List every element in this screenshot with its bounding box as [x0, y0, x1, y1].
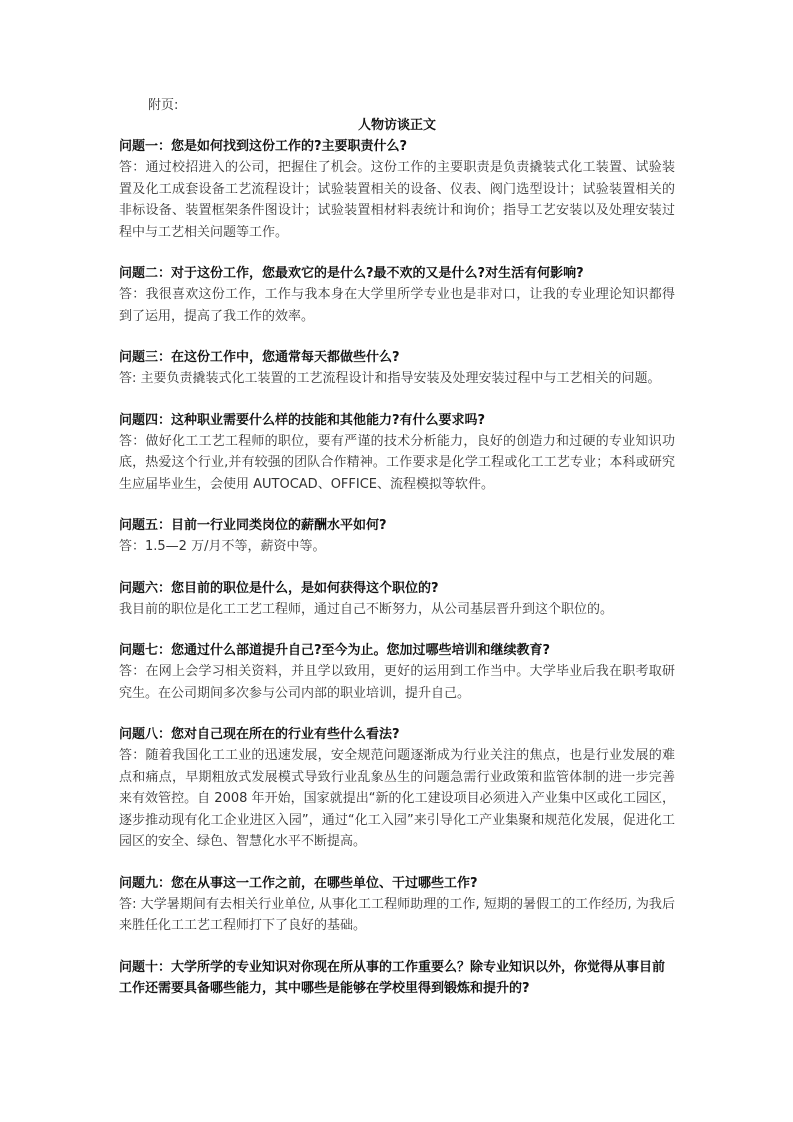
question-1: 问题一：您是如何找到这份工作的?主要职责什么?	[119, 139, 408, 154]
question-8: 问题八：您对自己现在所在的行业有些什么看法?	[119, 727, 400, 742]
qa-item-8	[119, 724, 675, 853]
answer-8: 答：随着我国化工工业的迅速发展，安全规范问题逐渐成为行业关注的焦点，也是行业发展的难点和痛点，早期粗放式发展模式导致行业乱象丛生的问题急需行业政策和监管体制的进一步完善来有效管控。自 2008 年开始，国家就提出“新的化工建设项目必须进入产业集中区或化工园区，逐步推动现有化工企业进区入园”，通过“化工入园”来引导化工产业集聚和规范化发展，促进化工园区的安全、绿色、智慧化水平不断提高。	[119, 748, 675, 849]
answer-7: 答：在网上会学习相关资料，并且学以致用，更好的运用到工作当中。大学毕业后我在职考取研究生。在公司期间多次参与公司内部的职业培训，提升自己。	[119, 664, 675, 701]
question-2: 问题二：对于这份工作，您最欢它的是什么?最不欢的又是什么?对生活有何影响?	[119, 266, 584, 281]
question-10: 问题十：大学所学的专业知识对你现在所从事的工作重要么？除专业知识以外，你觉得从事目前工作还需要具备哪些能力，其中哪些是能够在学校里得到锻炼和提升的?	[119, 959, 666, 996]
question-6: 问题六：您目前的职位是什么，是如何获得这个职位的?	[119, 580, 439, 596]
qa-item-7	[119, 640, 675, 704]
question-4: 问题四：这种职业需要什么样的技能和其他能力?有什么要求吗?	[119, 412, 486, 428]
qa-item-10	[119, 957, 675, 999]
qa-item-1	[119, 136, 675, 243]
answer-2: 答：我很喜欢这份工作，工作与我本身在大学里所学专业也是非对口，让我的专业理论知识都得到了运用，提高了我工作的效率。	[119, 287, 675, 324]
qa-item-6	[119, 578, 675, 621]
qa-item-2	[119, 263, 675, 327]
answer-3: 答: 主要负责撬装式化工装置的工艺流程设计和指导安装及处理安装过程中与工艺相关的问题。	[119, 371, 661, 386]
answer-1: 答：通过校招进入的公司，把握住了机会。这份工作的主要职责是负责撬装式化工装置、试验装置及化工成套设备工艺流程设计；试验装置相关的设备、仪表、阀门选型设计；试验装置相关的非标设备、装置框架条件图设计；试验装置相材料表统计和询价；指导工艺安装以及处理安装过程中与工艺相关问题等工作。	[119, 160, 675, 240]
qa-item-5	[119, 515, 675, 558]
question-9: 问题九：您在从事这一工作之前，在哪些单位、干过哪些工作?	[119, 875, 478, 891]
question-3: 问题三：在这份工作中，您通常每天都做些什么?	[119, 350, 400, 365]
qa-item-4	[119, 410, 675, 496]
answer-5: 答：1.5—2 万/月不等，薪资中等。	[119, 539, 326, 554]
appendix-label: 附页:	[148, 98, 179, 113]
qa-item-9	[119, 873, 675, 937]
document-title: 人物访谈正文	[357, 118, 436, 133]
question-5: 问题五：目前一行业同类岗位的薪酬水平如何?	[119, 518, 387, 533]
document-content	[119, 96, 675, 1019]
qa-item-3	[119, 347, 675, 390]
answer-6: 我目前的职位是化工工艺工程师，通过自己不断努力，从公司基层晋升到这个职位的。	[119, 601, 614, 617]
question-7: 问题七：您通过什么部道提升自己?至今为止。您加过哪些培训和继续教育?	[119, 643, 551, 658]
answer-9: 答: 大学暑期间有去相关行业单位, 从事化工工程师助理的工作, 短期的暑假工的工作经历, 为我后来胜任化工工艺工程师打下了良好的基础。	[119, 896, 675, 933]
answer-4: 答：做好化工工艺工程师的职位，要有严谨的技术分析能力，良好的创造力和过硬的专业知识功底，热爱这个行业,并有较强的团队合作精神。工作要求是化学工程或化工工艺专业；本科或研究生应届毕业生，会使用 AUTOCAD、OFFICE、流程模拟等软件。	[119, 433, 675, 492]
